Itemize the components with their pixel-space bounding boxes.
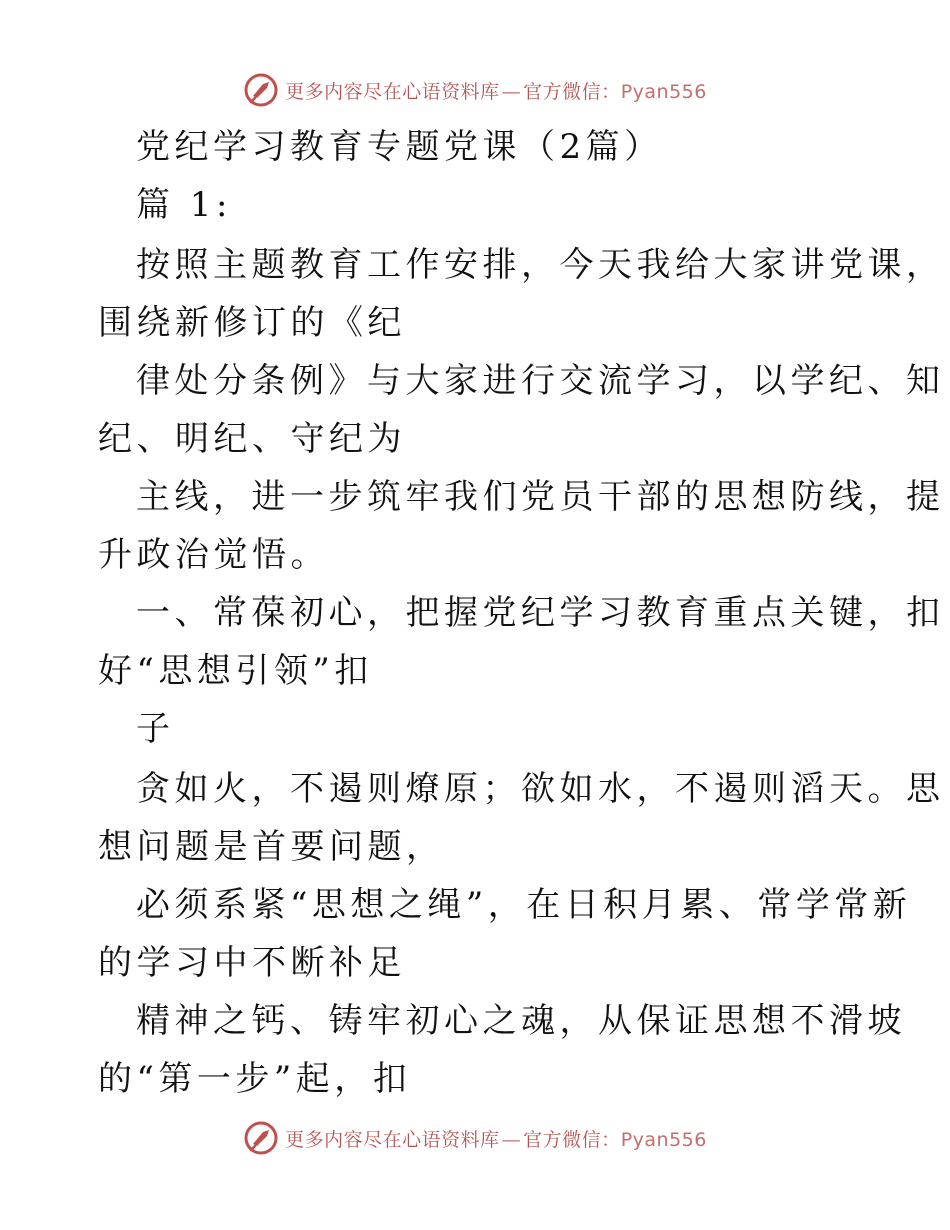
paragraph-line: 想问题是首要问题， [98,827,445,867]
paragraph-line: 必须系紧“思想之绳”，在日积月累、常学常新 [136,885,912,925]
paragraph-line: 按照主题教育工作安排，今天我给大家讲党课， [136,245,945,285]
watermark-separator: — [501,80,522,103]
paragraph-line: 纪、明纪、守纪为 [98,419,406,459]
paragraph-line: 的“第一步”起，扣 [98,1059,412,1099]
watermark-brand: 更多内容尽在心语资料库 [285,1128,500,1151]
watermark-brand: 更多内容尽在心语资料库 [285,80,500,103]
heading-line: 好“思想引领”扣 [98,651,373,691]
paragraph-line: 精神之钙、铸牢初心之魂，从保证思想不滑坡 [136,1001,906,1041]
watermark-wechat-id: Pyan556 [620,80,707,103]
paragraph-line: 围绕新修订的《纪 [98,303,406,343]
section-label: 篇 1: [136,185,232,225]
paragraph-line: 升政治觉悟。 [98,535,329,575]
heading-line: 子 [136,709,175,749]
paragraph-line: 主线，进一步筑牢我们党员干部的思想防线，提 [136,477,945,517]
brand-logo-icon [243,72,279,108]
watermark-contact: 官方微信： [523,80,621,103]
header-watermark [0,70,950,110]
paragraph-line: 律处分条例》与大家进行交流学习，以学纪、知 [136,361,945,401]
watermark-contact: 官方微信： [523,1128,621,1151]
watermark-separator: — [501,1128,522,1151]
heading-line: 一、常葆初心，把握党纪学习教育重点关键，扣 [136,593,945,633]
document-title: 党纪学习教育专题党课（2篇） [136,127,663,167]
footer-watermark [0,1118,950,1158]
paragraph-line: 贪如火，不遏则燎原；欲如水，不遏则滔天。思 [136,769,945,809]
watermark-wechat-id: Pyan556 [620,1128,707,1151]
paragraph-line: 的学习中不断补足 [98,943,406,983]
brand-logo-icon [243,1120,279,1156]
